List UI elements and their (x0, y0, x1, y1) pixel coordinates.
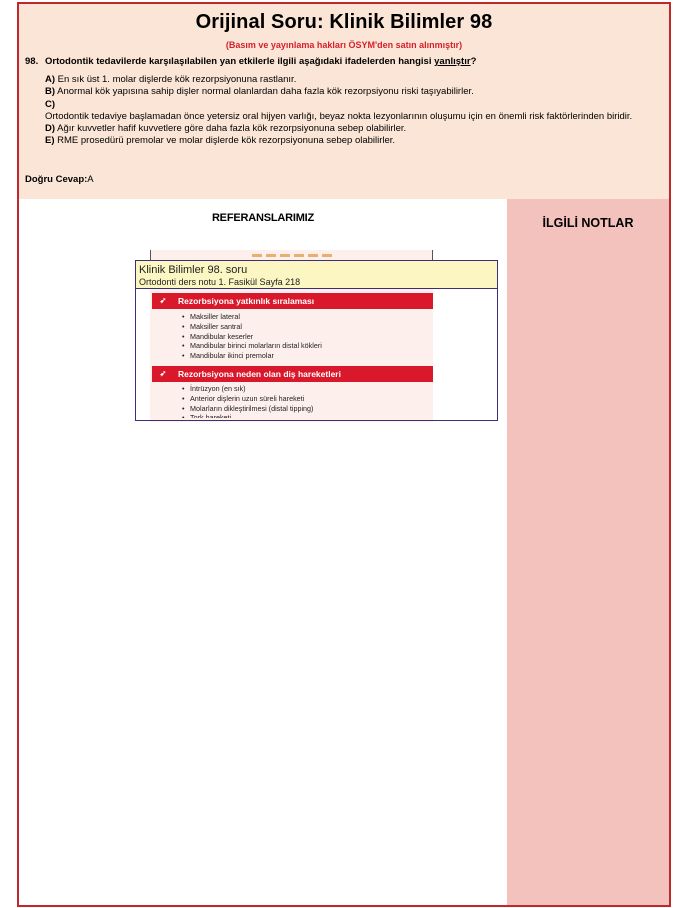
question-keyword: yanlıştır (434, 56, 471, 67)
list-item: • Mandibular ikinci premolar (182, 351, 432, 361)
option-label: B) (45, 86, 56, 98)
list-item: • Mandibular birinci molarların distal kökleri (182, 341, 432, 351)
option-label: D) (45, 123, 56, 135)
option-d (45, 123, 645, 135)
banner-text: Rezorbsiyona neden olan diş hareketleri (178, 369, 341, 379)
page-title: Orijinal Soru: Klinik Bilimler 98 (195, 11, 493, 33)
question-section (19, 4, 669, 199)
banner-text: Rezorbsiyona yatkınlık sıralaması (178, 296, 315, 306)
reference-source: Klinik Bilimler 98. soru (139, 264, 248, 276)
reference-page: Ortodonti ders notu 1. Fasikül Sayfa 218 (139, 277, 301, 287)
question-text: Ortodontik tedavilerde karşılaşılabilen yan etkilerle ilgili aşağıdaki ifadelerden hangisi (45, 56, 435, 67)
question-number: 98. (25, 56, 39, 67)
slide-top-edge (150, 250, 433, 260)
option-text: RME prosedürü premolar ve molar dişlerde kök rezorpsiyonuna sebep olabilirler. (54, 135, 396, 147)
answer-options (45, 74, 645, 148)
option-text: Ağır kuvvetler hafif kuvvetlere göre daha fazla kök rezorpsiyonuna sebep olabilirler. (55, 123, 407, 135)
copyright-note: (Basım ve yayınlama hakları ÖSYM'den satın alınmıştır) (225, 40, 463, 50)
answer-value: A (87, 174, 94, 185)
option-c (45, 99, 645, 111)
option-c-text (45, 111, 645, 123)
option-b (45, 86, 645, 98)
notes-title: İLGİLİ NOTLAR (542, 216, 634, 230)
list-item: • İntrüzyon (en sık) (182, 384, 432, 394)
references-title: REFERANSLARIMIZ (211, 212, 315, 224)
option-text: Anormal kök yapısına sahip dişler normal olanlardan daha fazla kök rezorpsiyonu riski taşıyabilirler. (55, 86, 474, 98)
list-item: • Mandibular keserler (182, 332, 432, 342)
correct-answer (25, 174, 94, 185)
question-stem (25, 56, 665, 67)
reference-frame (135, 288, 498, 421)
question-end: ? (470, 56, 477, 67)
list-item: • Maksiller lateral (182, 312, 432, 322)
list-item: • Anterior dişlerin uzun süreli hareketi (182, 394, 432, 404)
page-frame (17, 2, 671, 907)
slide-edge-right (432, 250, 433, 260)
slide-edge-left (150, 250, 151, 260)
rocket-icon: ➶ (159, 369, 167, 378)
option-label: E) (45, 135, 55, 147)
rocket-icon: ➶ (159, 296, 167, 305)
notes-panel (507, 199, 669, 905)
option-label: A) (45, 74, 56, 85)
option-e (45, 135, 645, 147)
option-text: En sık üst 1. molar dişlerde kök rezorpsiyonuna rastlanır. (55, 74, 297, 85)
option-label: C) (45, 98, 56, 110)
answer-label: Doğru Cevap: (25, 174, 88, 185)
slide-dots (252, 254, 334, 257)
list-item: • Molarların dikleştirilmesi (distal tipping) (182, 404, 432, 414)
option-a (45, 74, 645, 86)
list-item: • Maksiller santral (182, 322, 432, 332)
reference-caption-box (135, 260, 498, 289)
option-text: Ortodontik tedaviye başlamadan önce yetersiz oral hijyen varlığı, beyaz nokta lezyonlarının oluşumu için en önemli risk faktörlerinden biridir. (45, 110, 633, 122)
